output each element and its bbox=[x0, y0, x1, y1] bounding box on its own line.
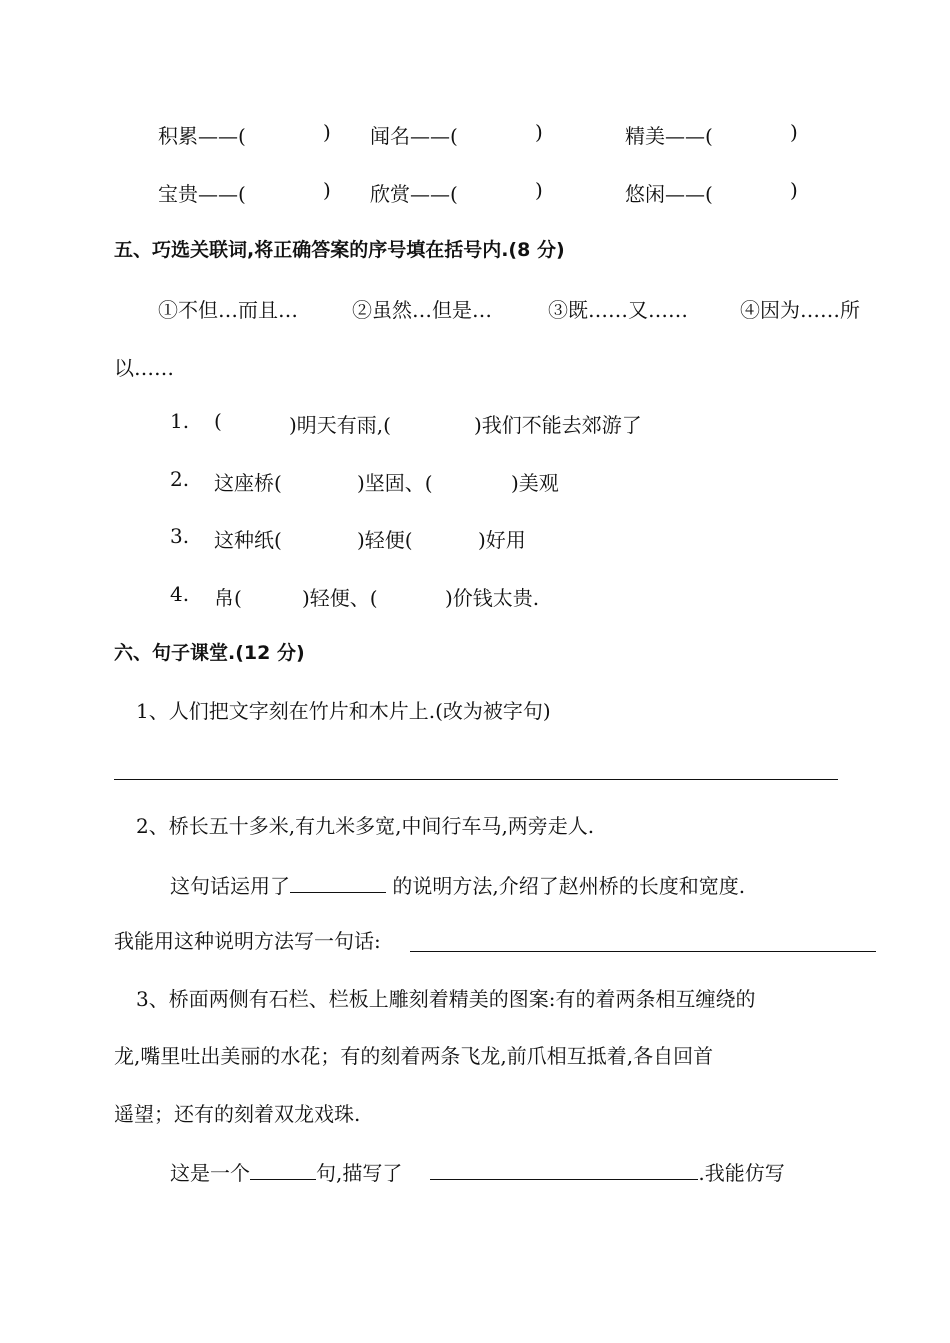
question-3-line-2: 龙,嘴里吐出美丽的水花；有的刻着两条飞龙,前爪相互抵着,各自回首 bbox=[114, 1044, 714, 1068]
blank-sentence-type[interactable] bbox=[250, 1157, 316, 1180]
question-1: 1、人们把文字刻在竹片和木片上.(改为被字句) bbox=[136, 699, 551, 723]
word-item: 精美——( bbox=[625, 124, 713, 148]
item-number: 2. bbox=[170, 467, 190, 491]
q3-text-a: 这是一个 bbox=[170, 1161, 250, 1185]
section-5-heading: 五、巧选关联词,将正确答案的序号填在括号内.(8 分) bbox=[114, 239, 565, 261]
option-2: ②虽然…但是… bbox=[352, 298, 492, 322]
option-1: ①不但…而且… bbox=[158, 298, 298, 322]
word-item: 闻名——( bbox=[370, 124, 458, 148]
option-4-continued: 以…… bbox=[114, 356, 174, 380]
item-text: )美观 bbox=[511, 471, 559, 495]
word-item: 宝贵——( bbox=[158, 182, 246, 206]
item-text: 帛( bbox=[214, 586, 242, 610]
answer-paren[interactable]: ) bbox=[323, 178, 331, 202]
answer-line-2[interactable] bbox=[410, 951, 876, 952]
blank-method[interactable] bbox=[290, 870, 386, 893]
q2-text-a: 这句话运用了 bbox=[170, 874, 290, 898]
item-number: 1. bbox=[170, 409, 190, 433]
section-6-heading: 六、句子课堂.(12 分) bbox=[114, 642, 305, 664]
q2-text-b: 的说明方法,介绍了赵州桥的长度和宽度. bbox=[386, 874, 746, 898]
word-item: 悠闲——( bbox=[625, 182, 713, 206]
question-3-line-1: 3、桥面两侧有石栏、栏板上雕刻着精美的图案:有的着两条相互缠绕的 bbox=[136, 987, 756, 1011]
blank-description[interactable] bbox=[430, 1157, 698, 1180]
item-text: )轻便( bbox=[357, 528, 413, 552]
answer-paren[interactable]: ) bbox=[790, 120, 798, 144]
item-text: )好用 bbox=[478, 528, 526, 552]
item-number: 4. bbox=[170, 582, 190, 606]
word-item: 欣赏——( bbox=[370, 182, 458, 206]
answer-paren[interactable]: ) bbox=[535, 178, 543, 202]
item-text: )坚固、( bbox=[357, 471, 433, 495]
question-2-write bbox=[114, 927, 381, 955]
item-text: )轻便、( bbox=[302, 586, 378, 610]
q3-text-b: 句,描写了 bbox=[316, 1161, 403, 1185]
q3-text-c: .我能仿写 bbox=[698, 1161, 785, 1185]
item-text: )价钱太贵. bbox=[445, 586, 540, 610]
item-text: 这种纸( bbox=[214, 528, 282, 552]
item-text: )我们不能去郊游了 bbox=[474, 413, 642, 437]
word-item: 积累——( bbox=[158, 124, 246, 148]
question-2-fill bbox=[170, 870, 745, 900]
answer-line-1[interactable] bbox=[114, 779, 838, 780]
answer-paren[interactable]: ) bbox=[323, 120, 331, 144]
option-4: ④因为……所 bbox=[740, 298, 860, 322]
question-3-fill bbox=[170, 1157, 785, 1187]
q2-write-prompt: 我能用这种说明方法写一句话 bbox=[114, 929, 374, 953]
option-3: ③既……又…… bbox=[548, 298, 688, 322]
answer-paren[interactable]: ) bbox=[535, 120, 543, 144]
item-text: )明天有雨,( bbox=[289, 413, 391, 437]
item-text: 这座桥( bbox=[214, 471, 282, 495]
item-number: 3. bbox=[170, 524, 190, 548]
question-2: 2、桥长五十多米,有九米多宽,中间行车马,两旁走人. bbox=[136, 814, 595, 838]
question-3-line-3: 遥望；还有的刻着双龙戏珠. bbox=[114, 1102, 361, 1126]
q2-colon: : bbox=[374, 929, 381, 953]
item-text: ( bbox=[214, 409, 222, 433]
answer-paren[interactable]: ) bbox=[790, 178, 798, 202]
